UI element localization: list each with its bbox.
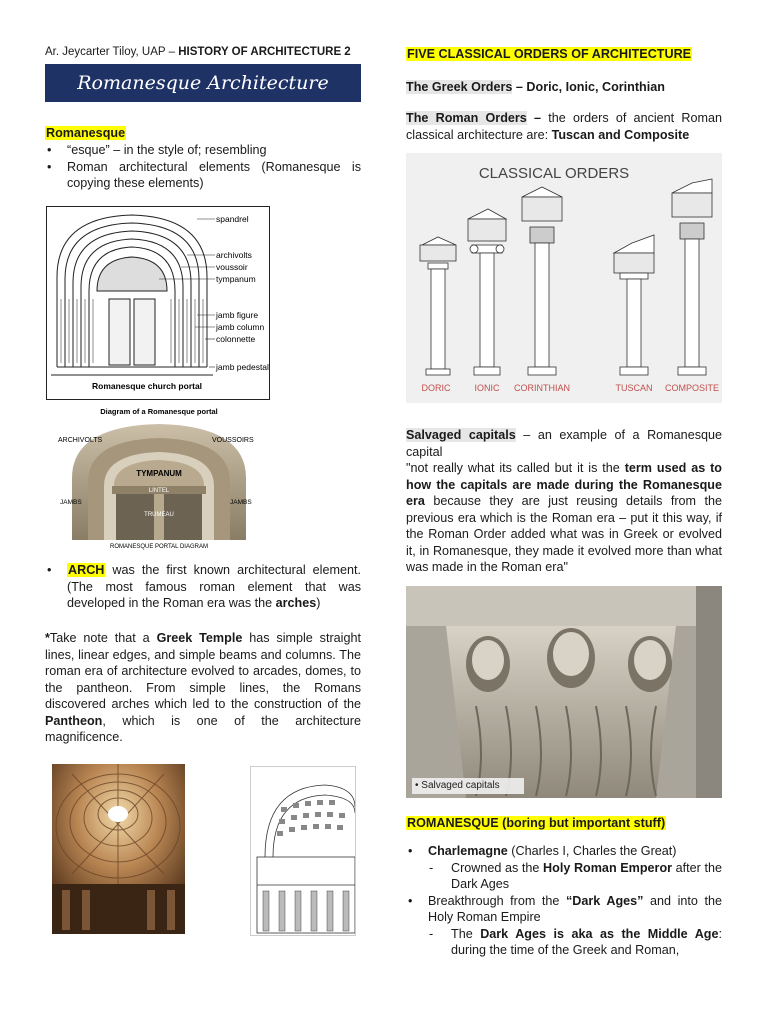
label-archivolts: archivolts xyxy=(216,250,252,260)
order-label-composite: COMPOSITE xyxy=(664,383,720,393)
dash-dark-ages: - The Dark Ages is aka as the Middle Age: during the time of the Greek and Roman, xyxy=(406,926,722,959)
doric-column xyxy=(420,237,456,375)
label-colonnette: colonnette xyxy=(216,334,256,344)
diagram-label-jambs-left: JAMBS xyxy=(60,499,82,506)
ionic-column xyxy=(468,209,506,375)
bullet-charlemagne: • Charlemagne (Charles I, Charles the Great) xyxy=(406,843,722,860)
diagram-label-voussoirs: VOUSSOIRS xyxy=(212,437,254,444)
diagram-label-trumeau: TRUMEAU xyxy=(144,512,174,518)
order-label-doric: DORIC xyxy=(421,383,451,393)
header-line xyxy=(45,44,365,61)
portal-diagram-drawing xyxy=(52,404,266,550)
bullet-breakthrough: • Breakthrough from the “Dark Ages” and into the Holy Roman Empire xyxy=(406,893,722,926)
bullet-roman-elements: • Roman architectural elements (Romanesque is copying these elements) xyxy=(45,159,361,192)
capital-photo-caption: • Salvaged capitals xyxy=(415,780,500,791)
author-name: Ar. Jeycarter Tiloy, UAP xyxy=(45,46,166,58)
banner-title: Romanesque Architecture xyxy=(77,71,329,94)
order-label-corinthian: CORINTHIAN xyxy=(514,383,570,393)
classical-orders-figure xyxy=(406,153,722,403)
composite-column xyxy=(672,179,712,375)
greek-orders-line: The Greek Orders – Doric, Ionic, Corinthian xyxy=(406,80,665,94)
label-jamb-column: jamb column xyxy=(216,322,265,332)
label-jamb-pedestal: jamb pedestal xyxy=(216,362,269,372)
romanesque-heading: Romanesque xyxy=(46,126,126,140)
portal-engraving-drawing xyxy=(47,207,269,399)
arch-bullet: • ARCH was the first known architectural element. (The most famous roman element that was developed in the Roman era was the arches) xyxy=(45,562,361,612)
diagram-label-jambs-right: JAMBS xyxy=(230,499,252,506)
diagram-label-lintel: LINTEL xyxy=(148,488,170,494)
tuscan-column xyxy=(614,235,654,375)
order-label-ionic: IONIC xyxy=(474,383,500,393)
title-banner xyxy=(45,64,361,102)
corinthian-column xyxy=(522,187,562,375)
diagram-label-tympanum: TYMPANUM xyxy=(136,469,182,478)
diagram-title: Diagram of a Romanesque portal xyxy=(100,407,218,416)
salvaged-capital-photo xyxy=(406,586,722,798)
salvaged-capitals-text: Salvaged capitals – an example of a Romanesque capital "not really what its called but it is the term used as to how the capitals are made during the Romanesque era because they are just reusing details from the previous era which is the Roman era – put it this way, if the Roman Order added what was in Greek or evolved it, in Romanesque, they made it evolved more than what was made in the Roman era" xyxy=(406,428,723,574)
dash-crowned: - Crowned as the Holy Roman Emperor after the Dark Ages xyxy=(406,860,722,893)
roman-orders-text: The Roman Orders – the orders of ancient Roman classical architecture are: Tuscan and Composite xyxy=(406,111,722,142)
portal-diagram-figure xyxy=(52,404,266,550)
charlemagne-list xyxy=(406,843,722,959)
classical-orders-drawing xyxy=(406,153,722,403)
pantheon-section-drawing xyxy=(250,766,356,936)
label-jamb-figure: jamb figure xyxy=(216,310,259,320)
roman-orders-label: The Roman Orders xyxy=(406,111,527,125)
salvaged-capitals-label: Salvaged capitals xyxy=(406,428,516,442)
label-voussoir: voussoir xyxy=(216,262,248,272)
pantheon-interior-photo xyxy=(52,764,185,934)
five-orders-heading: FIVE CLASSICAL ORDERS OF ARCHITECTURE xyxy=(407,47,692,61)
diagram-label-archivolts: ARCHIVOLTS xyxy=(58,437,103,444)
orders-title: CLASSICAL ORDERS xyxy=(478,165,630,182)
label-tympanum: tympanum xyxy=(216,274,256,284)
greek-orders-label: The Greek Orders xyxy=(406,80,513,94)
bullet-esque: • “esque” – in the style of; resembling xyxy=(45,142,361,159)
romanesque-bullets xyxy=(45,142,361,192)
arch-term: ARCH xyxy=(68,563,105,577)
course-title: HISTORY OF ARCHITECTURE 2 xyxy=(178,46,351,58)
diagram-caption: ROMANESQUE PORTAL DIAGRAM xyxy=(110,544,208,550)
header-dash: – xyxy=(168,46,175,58)
boring-heading: ROMANESQUE (boring but important stuff) xyxy=(407,816,666,830)
label-spandrel: spandrel xyxy=(216,214,249,224)
greek-temple-note: *Take note that a Greek Temple has simple straight lines, linear edges, and simple beams and columns. The roman era of architecture evolved to arcades, domes, to the pantheon. From simple lines, the Romans discovered arches which led to the construction of the Pantheon, which is one of the architecture magnificence. xyxy=(45,631,361,744)
romanesque-portal-figure xyxy=(46,206,270,400)
order-label-tuscan: TUSCAN xyxy=(615,383,653,393)
portal-caption: Romanesque church portal xyxy=(92,381,203,391)
